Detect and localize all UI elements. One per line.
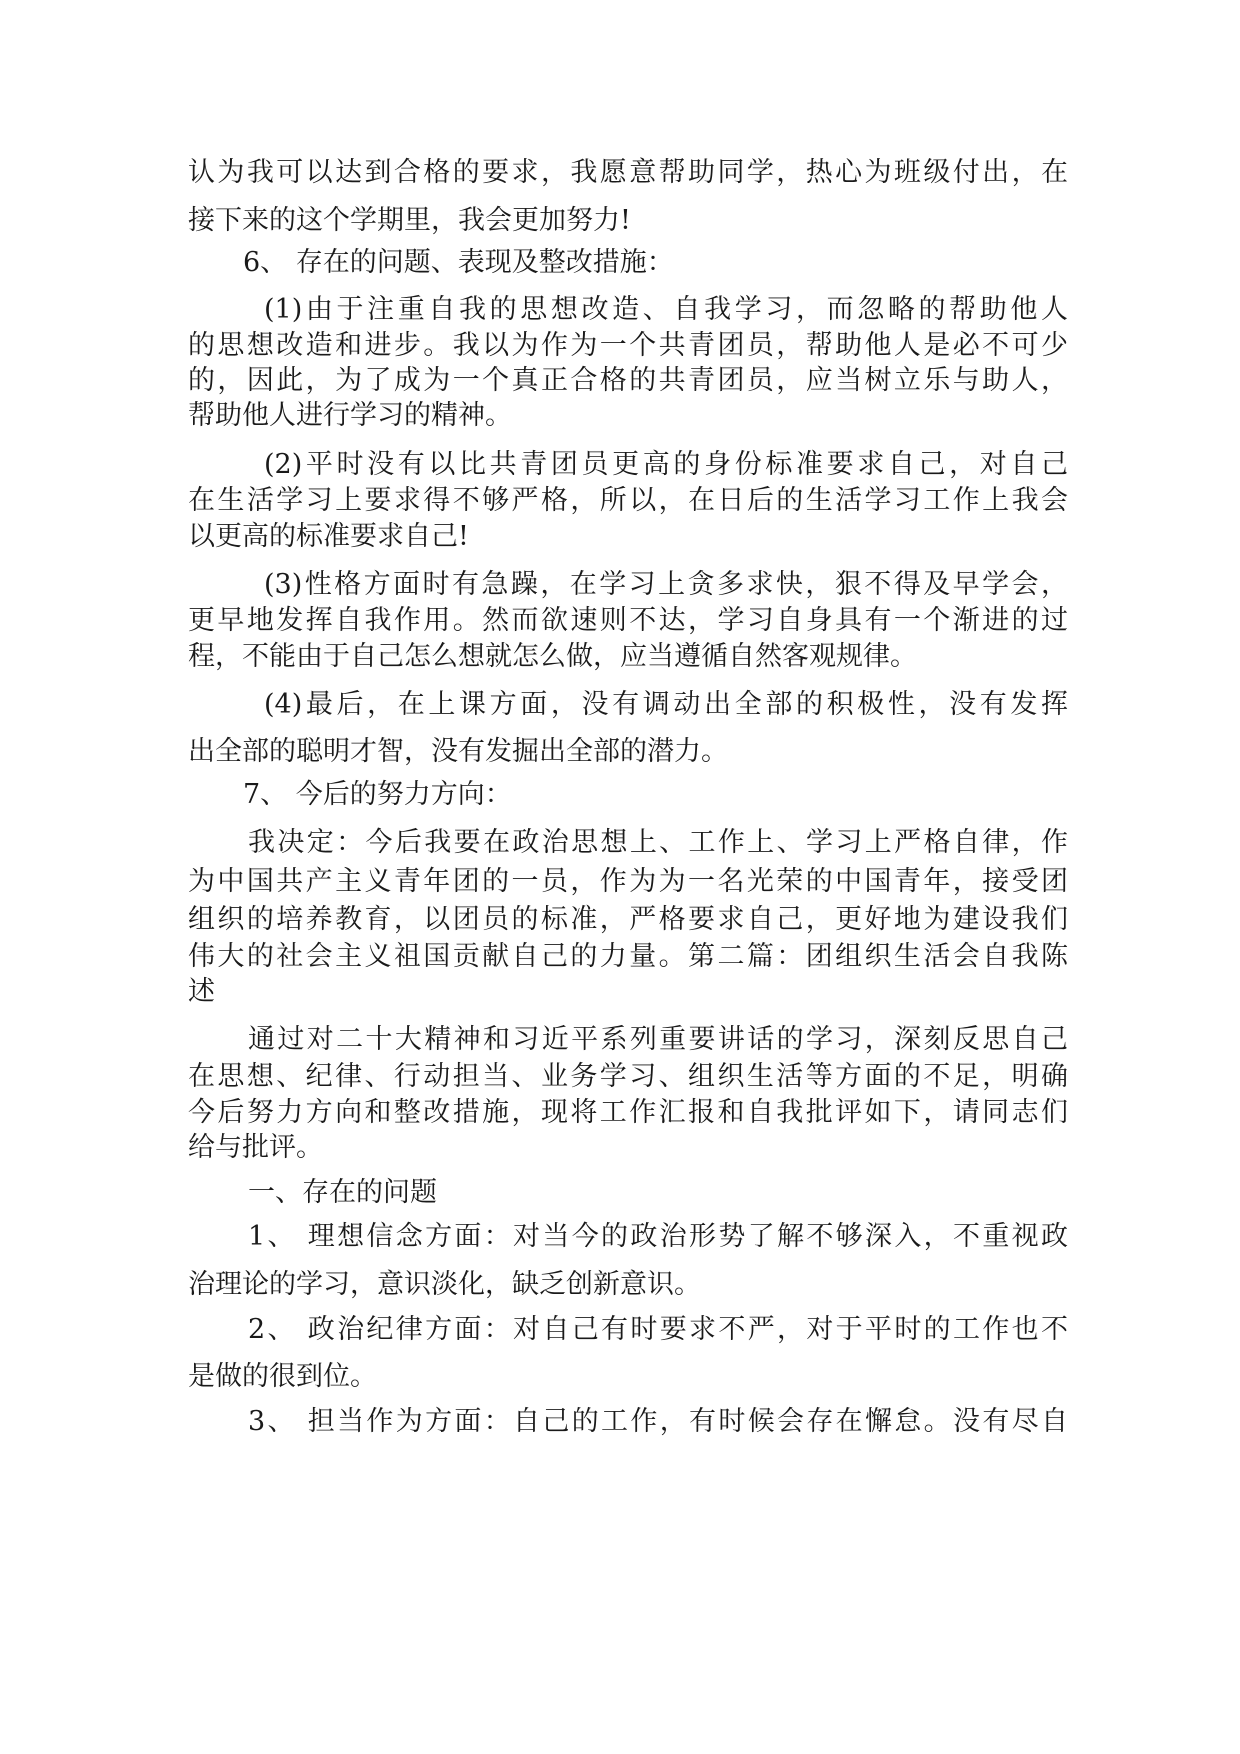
text-line: 在思想、纪律、行动担当、业务学习、组织生活等方面的不足，明确: [188, 1061, 1068, 1092]
text-line: 述: [188, 976, 215, 1007]
text-line: (1)由于注重自我的思想改造、自我学习，而忽略的帮助他人: [264, 294, 1068, 325]
text-line: 是做的很到位。: [188, 1361, 377, 1392]
text-line: 1、 理想信念方面：对当今的政治形势了解不够深入，不重视政: [248, 1221, 1068, 1252]
text-line: 帮助他人进行学习的精神。: [188, 400, 512, 431]
text-line: 7、 今后的努力方向：: [243, 779, 512, 810]
text-line: (3)性格方面时有急躁，在学习上贪多求快，狠不得及早学会，: [264, 569, 1068, 600]
section-heading: 一、存在的问题: [248, 1177, 437, 1208]
text-line: (4)最后，在上课方面，没有调动出全部的积极性，没有发挥: [264, 689, 1068, 720]
text-line: 给与批评。: [188, 1132, 323, 1163]
text-line: (2)平时没有以比共青团员更高的身份标准要求自己，对自己: [264, 449, 1068, 480]
text-line: 伟大的社会主义祖国贡献自己的力量。第二篇：团组织生活会自我陈: [188, 941, 1068, 972]
text-line: 的，因此，为了成为一个真正合格的共青团员，应当树立乐与助人，: [188, 365, 1068, 396]
text-line: 我决定：今后我要在政治思想上、工作上、学习上严格自律，作: [248, 827, 1068, 858]
text-line: 的思想改造和进步。我以为作为一个共青团员，帮助他人是必不可少: [188, 330, 1068, 361]
text-line: 2、 政治纪律方面：对自己有时要求不严，对于平时的工作也不: [248, 1314, 1068, 1345]
text-line: 更早地发挥自我作用。然而欲速则不达，学习自身具有一个渐进的过: [188, 605, 1068, 636]
text-line: 今后努力方向和整改措施，现将工作汇报和自我批评如下，请同志们: [188, 1097, 1068, 1128]
text-line: 为中国共产主义青年团的一员，作为为一名光荣的中国青年，接受团: [188, 866, 1068, 897]
text-line: 以更高的标准要求自己!: [188, 521, 469, 552]
text-line: 在生活学习上要求得不够严格，所以，在日后的生活学习工作上我会: [188, 485, 1068, 516]
text-line: 3、 担当作为方面：自己的工作，有时候会存在懈怠。没有尽自: [248, 1406, 1068, 1437]
text-line: 6、 存在的问题、表现及整改措施：: [243, 247, 674, 278]
text-line: 通过对二十大精神和习近平系列重要讲话的学习，深刻反思自己: [248, 1024, 1068, 1055]
text-line: 组织的培养教育，以团员的标准，严格要求自己，更好地为建设我们: [188, 904, 1068, 935]
text-line: 程，不能由于自己怎么想就怎么做，应当遵循自然客观规律。: [188, 641, 917, 672]
text-line: 出全部的聪明才智，没有发掘出全部的潜力。: [188, 736, 728, 767]
text-line: 接下来的这个学期里，我会更加努力!: [188, 205, 631, 236]
text-line: 认为我可以达到合格的要求，我愿意帮助同学，热心为班级付出，在: [188, 157, 1068, 188]
text-line: 治理论的学习，意识淡化，缺乏创新意识。: [188, 1269, 701, 1300]
